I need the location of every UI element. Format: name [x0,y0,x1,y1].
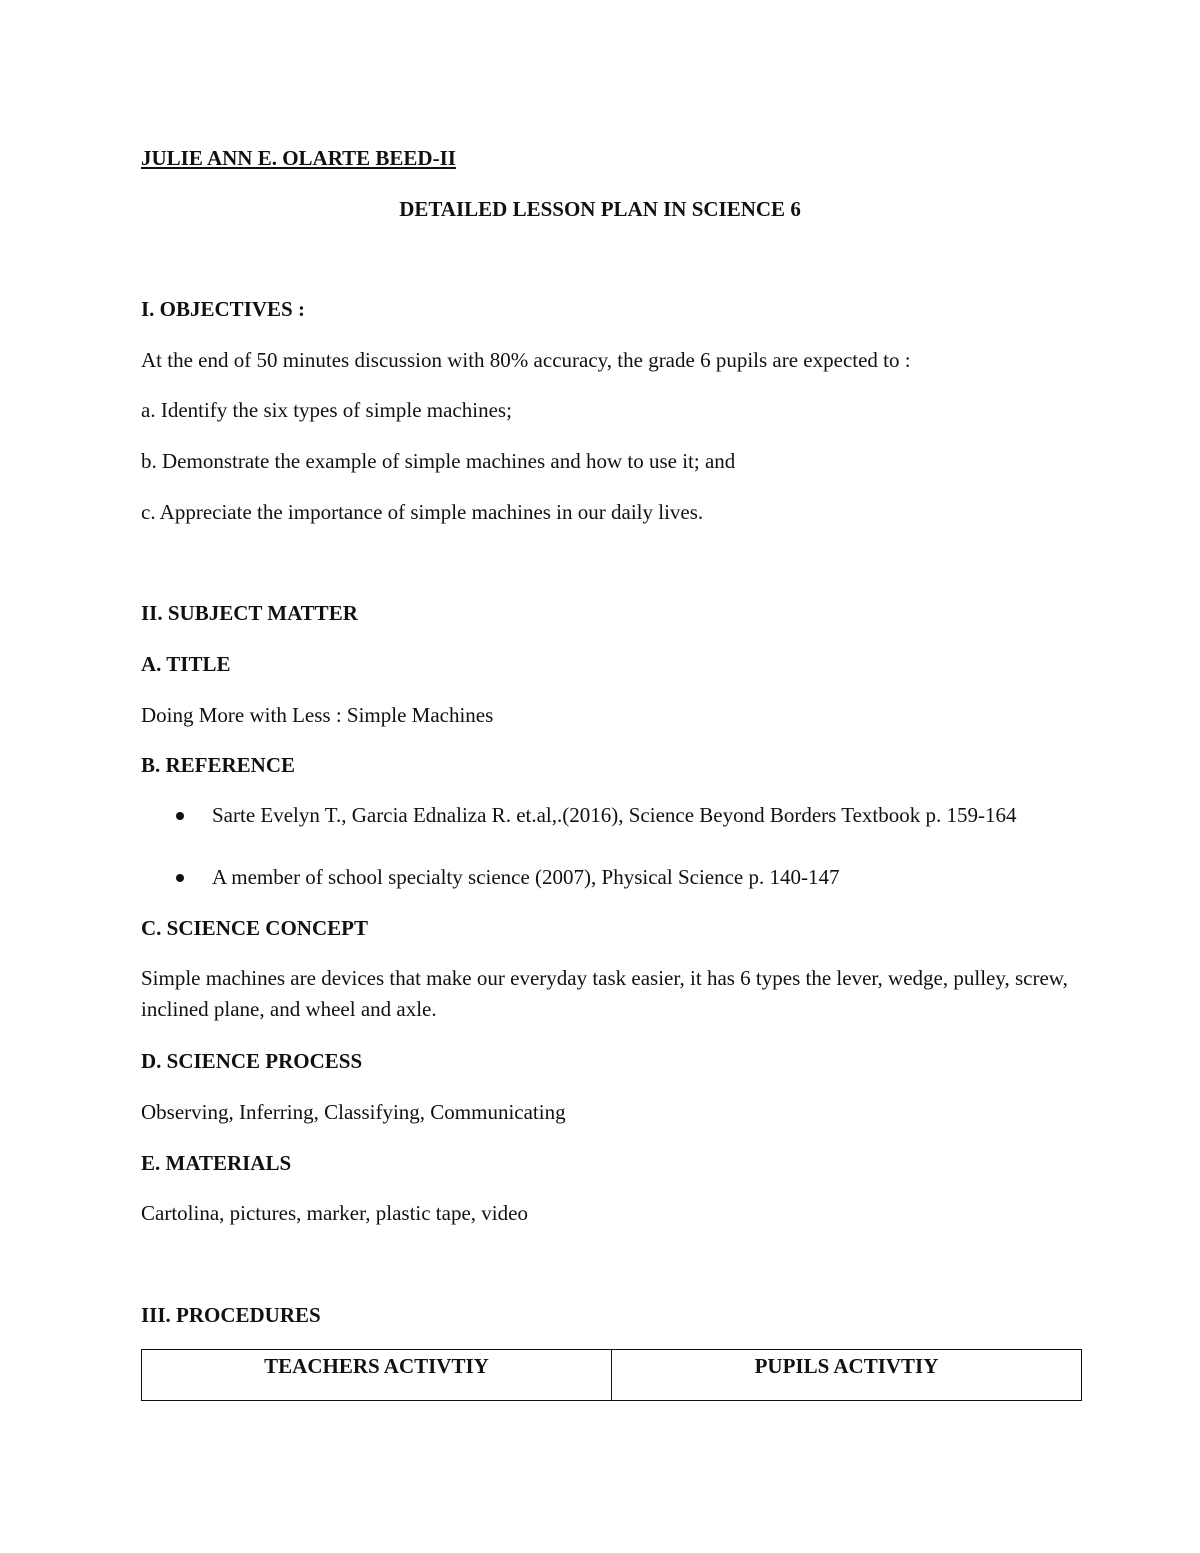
process-text: Observing, Inferring, Classifying, Communicating [141,1100,566,1124]
procedures-table [141,1349,1082,1401]
materials-heading: E. MATERIALS [141,1151,292,1175]
procedures-heading: III. PROCEDURES [141,1303,321,1327]
concept-heading: C. SCIENCE CONCEPT [141,916,368,940]
objective-item-b: b. Demonstrate the example of simple machines and how to use it; and [141,449,736,473]
table-header-row [142,1350,1082,1401]
reference-heading: B. REFERENCE [141,753,296,777]
document-title: DETAILED LESSON PLAN IN SCIENCE 6 [399,197,801,221]
reference-text: A member of school specialty science (2007), Physical Science p. 140-147 [212,865,840,889]
process-heading: D. SCIENCE PROCESS [141,1049,363,1073]
concept-text: Simple machines are devices that make our everyday task easier, it has 6 types the lever, wedge, pulley, screw, inclined plane, and wheel and axle. [141,966,1068,1021]
subject-matter-heading: II. SUBJECT MATTER [141,601,358,625]
author-line: JULIE ANN E. OLARTE BEED-II [141,146,456,170]
objectives-heading: I. OBJECTIVES : [141,297,305,321]
objective-item-a: a. Identify the six types of simple machines; [141,398,512,422]
lesson-title: Doing More with Less : Simple Machines [141,703,494,727]
bullet-icon [176,874,184,882]
reference-text: Sarte Evelyn T., Garcia Ednaliza R. et.al,.(2016), Science Beyond Borders Textbook p. 159-164 [212,803,1017,827]
materials-text: Cartolina, pictures, marker, plastic tape, video [141,1201,528,1225]
reference-item [141,862,1061,892]
teachers-activity-header: TEACHERS ACTIVTIY [142,1350,612,1401]
reference-item [141,800,1061,830]
objective-item-c: c. Appreciate the importance of simple machines in our daily lives. [141,500,704,524]
title-heading: A. TITLE [141,652,231,676]
bullet-icon [176,812,184,820]
pupils-activity-header: PUPILS ACTIVTIY [612,1350,1082,1401]
objectives-intro: At the end of 50 minutes discussion with 80% accuracy, the grade 6 pupils are expected to : [141,348,911,372]
